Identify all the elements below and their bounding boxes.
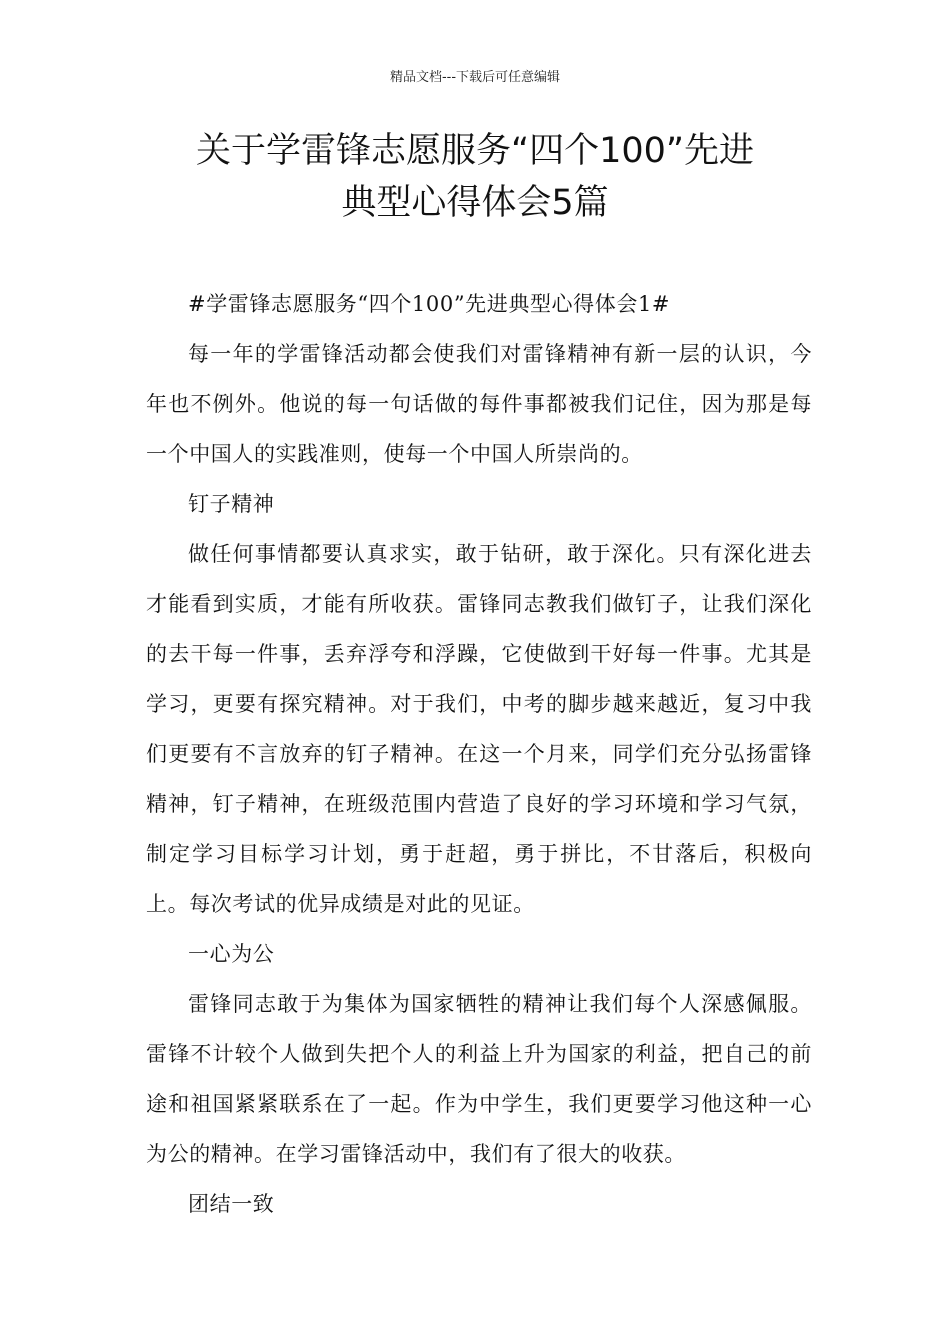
paragraph-nail-spirit: 做任何事情都要认真求实，敢于钻研，敢于深化。只有深化进去才能看到实质，才能有所收获。雷锋同志教我们做钉子，让我们深化的去干每一件事，丢弃浮夸和浮躁，它使做到干好每一件事。尤其是学习，更要有探究精神。对于我们，中考的脚步越来越近，复习中我们更要有不言放弃的钉子精神。在这一个月来，同学们充分弘扬雷锋精神，钉子精神，在班级范围内营造了良好的学习环境和学习气氛，制定学习目标学习计划，勇于赶超，勇于拼比，不甘落后，积极向上。每次考试的优异成绩是对此的见证。 <box>146 542 812 916</box>
subheading-unity: 团结一致 <box>188 1192 275 1216</box>
page-header: 精品文档---下载后可任意编辑 <box>389 70 561 85</box>
subheading-nail-spirit: 钉子精神 <box>188 492 275 516</box>
paragraph-selfless: 雷锋同志敢于为集体为国家牺牲的精神让我们每个人深感佩服。雷锋不计较个人做到失把个人的利益上升为国家的利益，把自己的前途和祖国紧紧联系在了一起。作为中学生，我们更要学习他这种一心为公的精神。在学习雷锋活动中，我们有了很大的收获。 <box>146 992 812 1166</box>
title-line-2: 典型心得体会5篇 <box>341 183 609 223</box>
title-line-1: 关于学雷锋志愿服务“四个100”先进 <box>195 131 755 171</box>
document-title <box>110 125 840 229</box>
section-heading-1: #学雷锋志愿服务“四个100”先进典型心得体会1# <box>188 292 671 316</box>
subheading-selfless: 一心为公 <box>188 942 275 966</box>
document-body <box>146 279 812 1229</box>
paragraph-intro: 每一年的学雷锋活动都会使我们对雷锋精神有新一层的认识，今年也不例外。他说的每一句话做的每件事都被我们记住，因为那是每一个中国人的实践准则，使每一个中国人所崇尚的。 <box>146 342 812 466</box>
